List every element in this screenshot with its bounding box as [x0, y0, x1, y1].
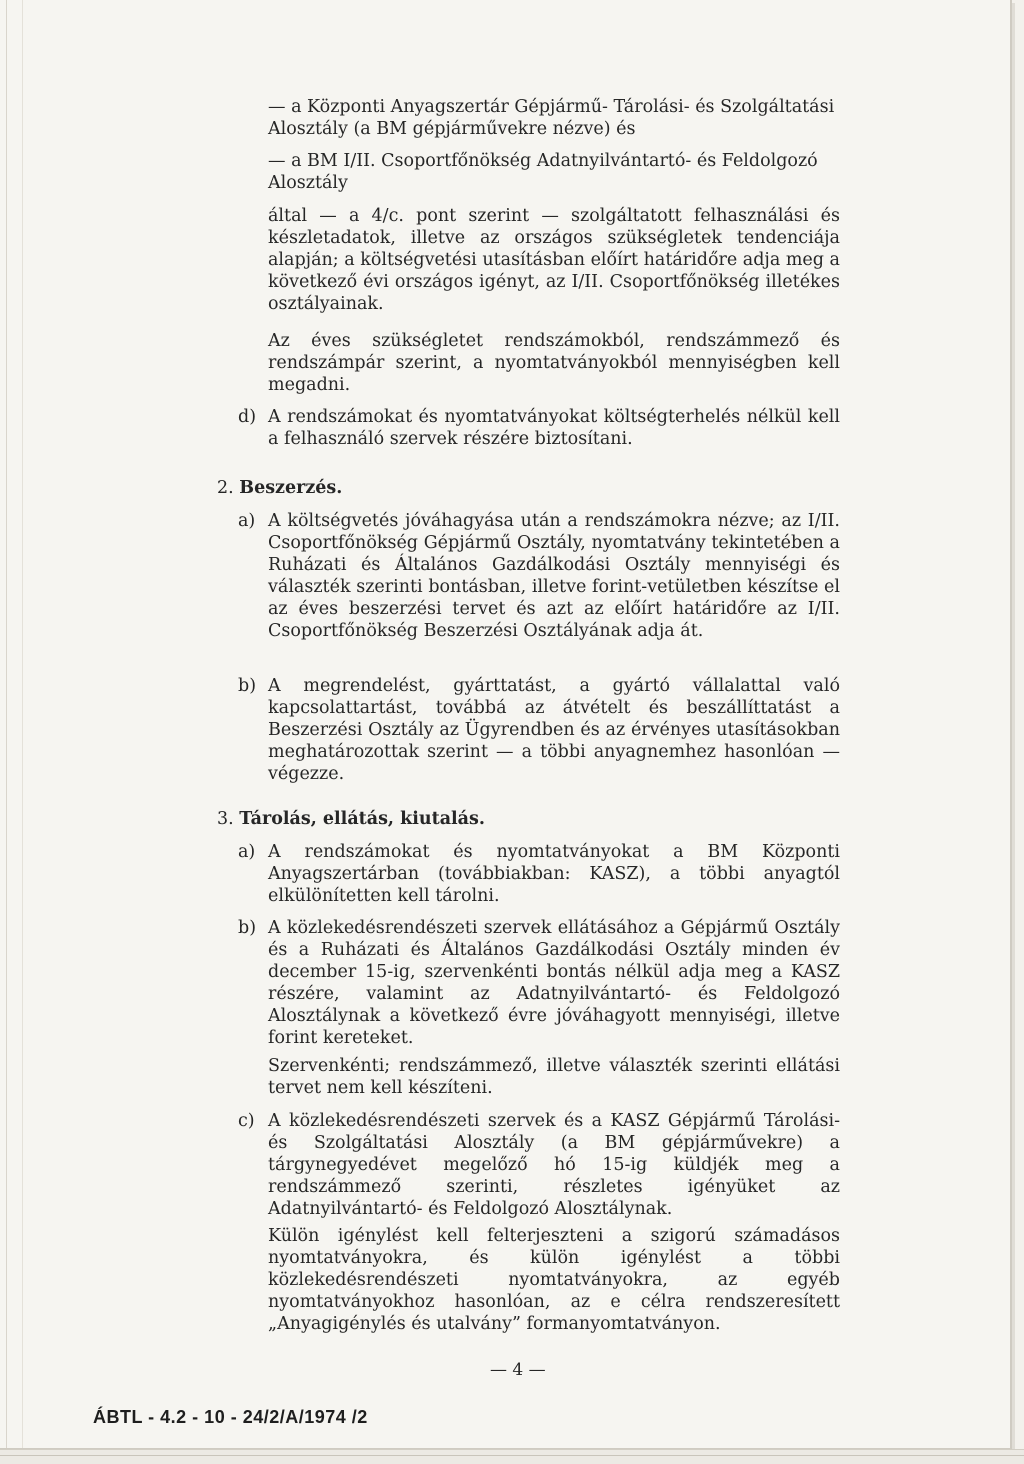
section-3-item-b: A közlekedésrendészeti szervek ellátásához a Gépjármű Osztály és a Ruházati és Általános Gazdálkodási Osztály minden év december 15-ig, szervenkénti bontás nélkül adja meg a KASZ részére, valamint az Adatnyilvántartó- és Feldolgozó Alosztálynak a következő évre jóváhagyott mennyiségi, illetve forint kereteket.	[268, 918, 840, 1048]
page-edge-line	[22, 0, 23, 1448]
intro-dash-item-1: — a Központi Anyagszertár Gépjármű- Tárolási- és Szolgáltatási Alosztály (a BM gépjárművekre nézve) és	[268, 97, 835, 139]
intro-paragraph-1: által — a 4/c. pont szerint — szolgáltatott felhasználási és készletadatok, illetve az országos szükségletek tendenciája alapján; a költségvetési utasításban előírt határidőre adja meg a következő évi országos igényt, az I/II. Csoportfőnökség illetékes osztályainak.	[268, 206, 840, 314]
page-edge-line	[6, 0, 7, 1448]
section-3-item-b-note: Szervenkénti; rendszámmező, illetve választék szerinti ellátási tervet nem kell készíteni.	[268, 1056, 840, 1098]
section-3-item-a: A rendszámokat és nyomtatványokat a BM Központi Anyagszertárban (továbbiakban: KASZ), a többi anyagtól elkülönítetten kell tárolni.	[268, 842, 840, 906]
section-3-item-c: A közlekedésrendészeti szervek és a KASZ Gépjármű Tárolási- és Szolgáltatási Alosztály (a BM gépjárművekre) a tárgynegyedévet megelőző hó 15-ig küldjék meg a rendszámmező szerinti, részletes igényüket az Adatnyilvántartó- és Feldolgozó Alosztálynak.	[268, 1111, 840, 1219]
scanner-strip-line	[0, 1455, 1024, 1456]
item-label-3c: c)	[238, 1111, 255, 1131]
scanner-strip	[0, 1449, 1024, 1464]
item-label-2b: b)	[238, 676, 257, 696]
item-label-3a: a)	[238, 842, 256, 862]
section-3-number: 3.	[217, 809, 234, 829]
item-label-2a: a)	[238, 511, 256, 531]
section-2-number: 2.	[217, 478, 234, 498]
item-label-d: d)	[238, 407, 257, 427]
item-label-3b: b)	[238, 918, 257, 938]
intro-dash-item-2: — a BM I/II. Csoportfőnökség Adatnyilvántartó- és Feldolgozó Alosztály	[268, 151, 818, 193]
section-3-title: Tárolás, ellátás, kiutalás.	[239, 809, 485, 829]
section-2-heading	[217, 477, 342, 499]
archive-reference-code: ÁBTL - 4.2 - 10 - 24/2/A/1974 /2	[93, 1407, 368, 1427]
item-d-text: A rendszámokat és nyomtatványokat költségterhelés nélkül kell a felhasználó szervek részére biztosítani.	[268, 407, 840, 449]
intro-paragraph-2: Az éves szükségletet rendszámokból, rendszámmező és rendszámpár szerint, a nyomtatványokból mennyiségben kell megadni.	[268, 331, 840, 395]
section-2-title: Beszerzés.	[239, 478, 343, 498]
section-3-heading	[217, 808, 485, 830]
section-3-item-c-note: Külön igénylést kell felterjeszteni a szigorú számadásos nyomtatványokra, és külön igénylést a többi közlekedésrendészeti nyomtatványokra, az egyéb nyomtatványokhoz hasonlóan, az e célra rendszeresített „Anyagigénylés és utalvány” formanyomtatványon.	[268, 1226, 840, 1334]
section-2-item-a: A költségvetés jóváhagyása után a rendszámokra nézve; az I/II. Csoportfőnökség Gépjármű Osztály, nyomtatvány tekintetében a Ruházati és Általános Gazdálkodási Osztály mennyiségi és választék szerinti bontásban, illetve forint-vetületben készítse el az éves beszerzési tervet és azt az előírt határidőre az I/II. Csoportfőnökség Beszerzési Osztályának adja át.	[268, 511, 840, 641]
section-2-item-b: A megrendelést, gyárttatást, a gyártó vállalattal való kapcsolattartást, továbbá az átvételt és beszállíttatást a Beszerzési Osztály az Ügyrendben és az érvényes utasításokban meghatározottak szerint — a többi anyagnemhez hasonlóan — végezze.	[268, 676, 840, 784]
page-number: — 4 —	[490, 1360, 546, 1380]
